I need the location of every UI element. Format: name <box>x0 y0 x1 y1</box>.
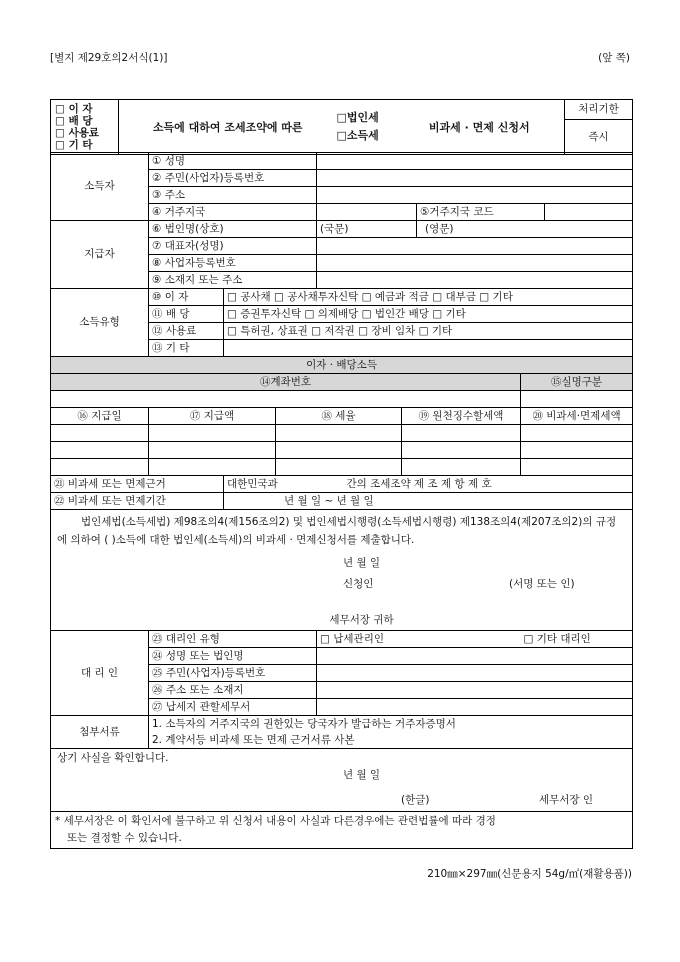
payer-corp-label: ⑥ 법인명(상호) <box>149 221 317 238</box>
realname-label: ⑮실명구분 <box>521 374 633 391</box>
form-number: [별지 제29호의2서식(1)] <box>50 52 168 64</box>
income-royalty-options[interactable]: □ 특허권, 상표권 □ 저작권 □ 장비 임차 □ 기타 <box>224 323 633 340</box>
cell-input[interactable] <box>276 442 402 459</box>
earner-address-label: ③ 주소 <box>149 187 317 204</box>
checkbox-income-tax[interactable]: □소득세 <box>336 129 379 142</box>
income-other-label: ⑬ 기 타 <box>149 340 224 357</box>
signature-label[interactable]: (서명 또는 인) <box>509 578 575 590</box>
attachment-item-1: 1. 소득자의 거주지국의 권한있는 당국자가 발급하는 거주자증명서 <box>149 716 633 733</box>
payer-address-label: ⑨ 소재지 또는 주소 <box>149 272 317 289</box>
agent-name-label: ㉔ 성명 또는 법인명 <box>149 648 317 665</box>
confirm-office[interactable]: 세무서장 인 <box>539 794 594 806</box>
payer-bizno-label: ⑧ 사업자등록번호 <box>149 255 317 272</box>
form-top-line <box>50 50 632 66</box>
cell-input[interactable] <box>402 459 521 476</box>
col-tax-rate: ⑱ 세율 <box>276 408 402 425</box>
applicant-label: 신청인 <box>343 578 374 590</box>
title-left: 소득에 대하여 조세조약에 따른 <box>119 100 337 155</box>
checkbox-corp-tax[interactable]: □법인세 <box>336 111 379 124</box>
income-kind-checkboxes[interactable] <box>51 100 119 155</box>
period-label: ㉒ 비과세 또는 면제기간 <box>51 493 224 510</box>
interest-section-title: 이자 · 배당소득 <box>51 357 633 374</box>
earner-regno-label: ② 주민(사업자)등록번호 <box>149 170 317 187</box>
cell-input[interactable] <box>149 425 276 442</box>
income-dividend-options[interactable]: □ 증권투자신탁 □ 의제배당 □ 법인간 배당 □ 기타 <box>224 306 633 323</box>
payer-rep-label: ⑦ 대표자(성명) <box>149 238 317 255</box>
agent-type-tax-manager[interactable]: □ 납세관리인 <box>317 631 521 648</box>
payer-bizno-input[interactable] <box>317 255 633 272</box>
confirm-hangul: (한글) <box>401 794 430 806</box>
cell-input[interactable] <box>402 442 521 459</box>
payer-label: 지급자 <box>51 221 149 289</box>
income-interest-label: ⑩ 이 자 <box>149 289 224 306</box>
agent-type-other[interactable]: □ 기타 대리인 <box>521 631 633 648</box>
earner-name-input[interactable] <box>317 153 633 170</box>
country-code-input[interactable] <box>545 204 633 221</box>
income-dividend-label: ⑪ 배 당 <box>149 306 224 323</box>
cell-input[interactable] <box>149 459 276 476</box>
statement-paragraph: 법인세법(소득세법) 제98조의4(제156조의2) 및 법인세법시행령(소득세법시행령) 제138조의4(제207조의2)의 규정에 의하여 ( )소득에 대한 법인세(소득세)의 비과세 · 면제신청서를 제출합니다. <box>57 516 617 546</box>
agent-name-input[interactable] <box>317 648 633 665</box>
checkbox-royalty[interactable]: □ 사용료 <box>55 127 100 139</box>
period-dates[interactable]: 년 월 일 ~ 년 월 일 <box>224 493 633 510</box>
main-table <box>50 152 633 849</box>
confirm-block <box>51 749 633 812</box>
agent-address-label: ㉖ 주소 또는 소재지 <box>149 682 317 699</box>
cell-input[interactable] <box>51 459 149 476</box>
account-number-input[interactable] <box>51 391 521 408</box>
earner-regno-input[interactable] <box>317 170 633 187</box>
earner-address-input[interactable] <box>317 187 633 204</box>
realname-input[interactable] <box>521 391 633 408</box>
payer-corp-english[interactable]: (영문) <box>417 221 633 238</box>
account-number-label: ⑭계좌번호 <box>51 374 521 391</box>
agent-regno-label: ㉕ 주민(사업자)등록번호 <box>149 665 317 682</box>
agent-office-input[interactable] <box>317 699 633 716</box>
checkbox-interest[interactable]: □ 이 자 <box>55 103 93 115</box>
earner-country-input[interactable] <box>317 204 417 221</box>
income-royalty-label: ⑫ 사용료 <box>149 323 224 340</box>
col-pay-amount: ⑰ 지급액 <box>149 408 276 425</box>
confirm-text: 상기 사실을 확인합니다. <box>57 752 169 764</box>
cell-input[interactable] <box>276 425 402 442</box>
agent-regno-input[interactable] <box>317 665 633 682</box>
payer-corp-korean[interactable]: (국문) <box>317 221 417 238</box>
cell-input[interactable] <box>51 425 149 442</box>
cell-input[interactable] <box>521 442 633 459</box>
income-interest-options[interactable]: □ 공사채 □ 공사채투자신탁 □ 예금과 적금 □ 대부금 □ 기타 <box>224 289 633 306</box>
cell-input[interactable] <box>521 425 633 442</box>
deadline-value: 즉시 <box>565 120 633 155</box>
income-type-label: 소득유형 <box>51 289 149 357</box>
country-code-label: ⑤거주지국 코드 <box>417 204 545 221</box>
table-row <box>51 442 633 459</box>
table-row <box>51 459 633 476</box>
cell-input[interactable] <box>521 459 633 476</box>
col-withholding: ⑲ 원천징수할세액 <box>402 408 521 425</box>
tax-type-options[interactable] <box>337 100 395 155</box>
paper-spec: 210㎜×297㎜(신문용지 54g/㎡(재활용품)) <box>427 868 632 880</box>
agent-label: 대 리 인 <box>51 631 149 716</box>
basis-country: 대한민국과 <box>224 476 317 493</box>
cell-input[interactable] <box>402 425 521 442</box>
basis-label: ㉑ 비과세 또는 면제근거 <box>51 476 224 493</box>
cell-input[interactable] <box>276 459 402 476</box>
basis-treaty[interactable]: 간의 조세조약 제 조 제 항 제 호 <box>317 476 633 493</box>
confirm-date[interactable]: 년 월 일 <box>342 769 381 781</box>
col-exempt-amount: ⑳ 비과세·면제세액 <box>521 408 633 425</box>
income-other-options[interactable] <box>224 340 633 357</box>
agent-office-label: ㉗ 납세지 관할세무서 <box>149 699 317 716</box>
note-line-1: * 세무서장은 이 확인서에 불구하고 위 신청서 내용이 사실과 다른경우에는 관련법률에 따라 경정 <box>55 815 496 827</box>
earner-country-label: ④ 거주지국 <box>149 204 317 221</box>
earner-name-label: ① 성명 <box>149 153 317 170</box>
checkbox-dividend[interactable]: □ 배 당 <box>55 115 93 127</box>
earner-label: 소득자 <box>51 153 149 221</box>
cell-input[interactable] <box>51 442 149 459</box>
statement-date[interactable]: 년 월 일 <box>342 557 381 569</box>
checkbox-other[interactable]: □ 기 타 <box>55 139 93 151</box>
page-side: (앞 쪽) <box>598 52 630 64</box>
note-block <box>51 812 633 849</box>
cell-input[interactable] <box>149 442 276 459</box>
attachment-item-2: 2. 계약서등 비과세 또는 면제 근거서류 사본 <box>149 732 633 749</box>
agent-type-label: ㉓ 대리인 유형 <box>149 631 317 648</box>
payer-rep-input[interactable] <box>317 238 633 255</box>
deadline-label: 처리기한 <box>565 100 633 120</box>
title-right: 비과세 · 면제 신청서 <box>395 100 565 155</box>
statement-block <box>51 510 633 631</box>
table-row <box>51 425 633 442</box>
col-pay-date: ⑯ 지급일 <box>51 408 149 425</box>
payer-address-input[interactable] <box>317 272 633 289</box>
addressee: 세무서장 귀하 <box>329 614 394 626</box>
note-line-2: 또는 결정할 수 있습니다. <box>67 832 182 844</box>
agent-address-input[interactable] <box>317 682 633 699</box>
attachments-label: 첨부서류 <box>51 716 149 749</box>
header-table <box>50 99 633 155</box>
